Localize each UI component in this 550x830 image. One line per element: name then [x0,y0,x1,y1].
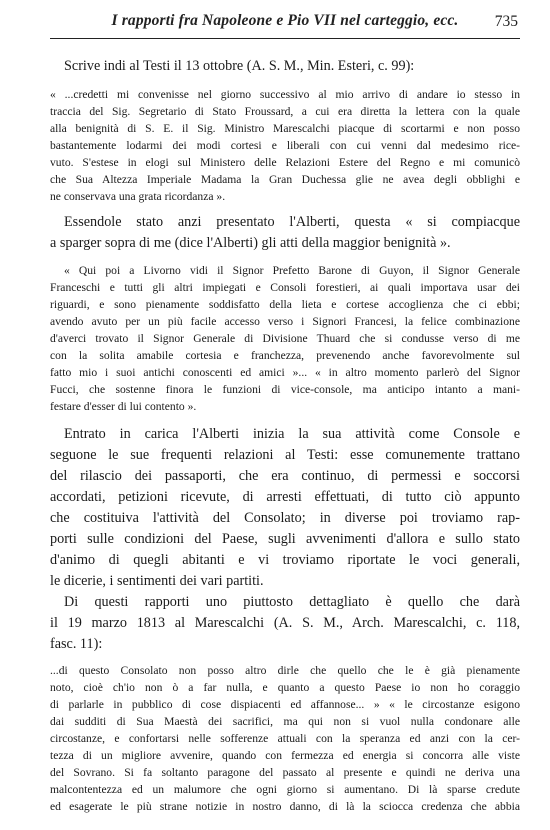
quote-line: ed esagerate le più strane notizie in nostro danno, di là la sciocca credenza che abbia [50,800,520,813]
quote-line: dai sudditi di Sua Maestà dei sacrifici, ma qui non si vuol nulla condonare alle [50,715,520,728]
paragraph-line: Entrato in carica l'Alberti inizia la sua attività come Console e [64,426,520,442]
quote-line: tezza di un migliore avvenire, quando con fermezza ed energia si concorra alle viste [50,749,520,762]
header-title: I rapporti fra Napoleone e Pio VII nel carteggio, ecc. [111,12,459,29]
paragraph-line: Essendole stato anzi presentato l'Alberti, questa « si compiacque [64,214,520,230]
paragraph-line: porti sulle condizioni del Paese, sugli avvenimenti d'allora e sullo stato [50,531,520,547]
paragraph-intro: Scrive indi al Testi il 13 ottobre (A. S. M., Min. Esteri, c. 99): [64,58,415,74]
paragraph-line: le dicerie, i sentimenti dei vari partiti. [50,573,264,589]
quote-line: malcontentezza ed un malumore che ogni giorno si aumentano. Di là sparse credute [50,783,520,796]
paragraph-line: il 19 marzo 1813 al Marescalchi (A. S. M., Arch. Marescalchi, c. 118, [50,615,520,631]
quote-line: traccia del Sig. Segretario di Stato Froussard, a cui era diretta la lettera con la quale [50,105,520,118]
quote-line: « Qui poi a Livorno vidi il Signor Prefetto Barone di Guyon, il Signor Generale [64,264,520,277]
quote-line: fatto mio i suoi antichi conoscenti ed amici »... « in altro momento parlerò del Signor [50,366,520,379]
quote-line: Fucci, che sostenne finora le funzioni di vice-console, ma anticipo intanto a mani- [50,383,520,396]
quote-line: riguardi, e sono pienamente soddisfatto della lieta e cortese accoglienza che ci ebbi; [50,298,520,311]
paragraph-line: Di questi rapporti uno piuttosto dettagliato è quello che darà [64,594,520,610]
quote-line: d'averci trovato il Signor Generale di Divisione Thuard che si condusse verso di me [50,332,520,345]
quote-line: circostanze, e confortarsi nelle sofferenze attuali con la speranza ed anzi con la cer- [50,732,520,745]
quote-line: vuto. S'estese in elogi sul Ministero delle Relazioni Estere del Regno e mi comunicò [50,156,520,169]
quote-line: festare d'esser di lui contento ». [50,400,197,413]
quote-line: alla benignità di S. E. il Sig. Ministro Marescalchi piacque di scortarmi e non posso [50,122,520,135]
quote-line: ...di questo Consolato non posso altro dirle che quello che le è già pienamente [50,664,520,677]
page-number: 735 [494,13,518,30]
quote-line: che Sua Altezza Imperiale Madama la Gran Duchessa glie ne avea degli obblighi e [50,173,520,186]
paragraph-line: seguone le sue frequenti relazioni al Testi: esse comunemente trattano [50,447,520,463]
paragraph-line: accordati, petizioni ricevute, di arresti effettuati, di tutto ciò appunto [50,489,520,505]
quote-line: bastantemente lodarmi dei modi cortesi e liberali con cui venni dal medesimo rice- [50,139,520,152]
paragraph-line: del rilascio dei passaporti, che era continuo, di permessi e soccorsi [50,468,520,484]
quote-line: con la solita amabile cortesia e franchezza, prevenendo anche favorevolmente sul [50,349,520,362]
quote-line: avendo avuto per un più facile accesso verso i Signori Francesi, la felice combinazione [50,315,520,328]
quote-line: ne conservava una grata ricordanza ». [50,190,226,203]
quote-line: del Sovrano. Si fa soltanto paragone del passato al presente e quindi ne deriva una [50,766,520,779]
paragraph-line: a sparger sopra di me (dice l'Alberti) gli atti della maggior benignità ». [50,235,451,251]
quote-line: « ...credetti mi convenisse nel giorno successivo al mio arrivo di andare io stesso in [50,88,520,101]
quote-line: noto, cioè ch'io non ò a far nulla, e quanto a questo Paese io non ho coraggio [50,681,520,694]
paragraph-line: che costituiva l'attività del Consolato; in diverse poi troviamo rap- [50,510,520,526]
running-header [50,12,520,39]
quote-line: di parlarle in pubblico di cose dispiacenti ed affannose... » « le circostanze esigono [50,698,520,711]
paragraph-line: fasc. 11): [50,636,103,652]
paragraph-line: d'animo di quegli abitanti e vi troviamo riportate le voci generali, [50,552,520,568]
quote-line: Franceschi e tutti gli altri impiegati e Consoli forestieri, ai quali importava usar dei [50,281,520,294]
